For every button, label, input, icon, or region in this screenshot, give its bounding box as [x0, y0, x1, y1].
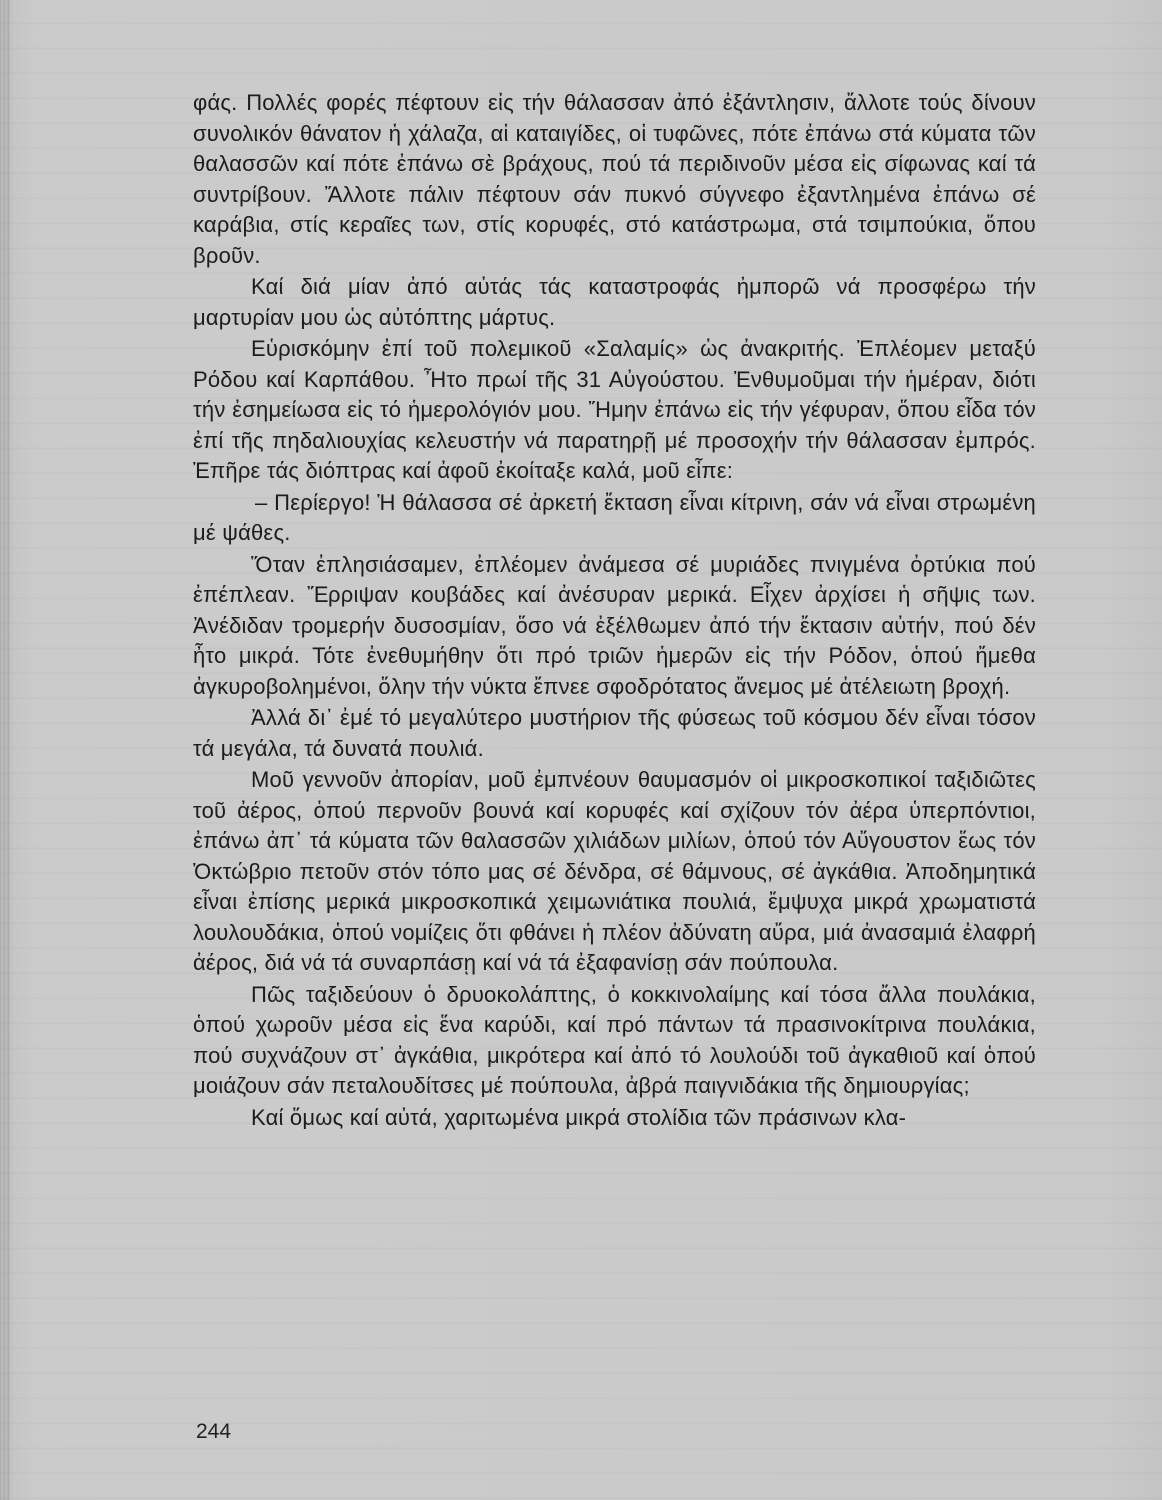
paragraph: Μοῦ γεννοῦν ἀπορίαν, μοῦ ἐμπνέουν θαυμασμόν οἱ μικροσκοπικοί ταξιδιῶτες τοῦ ἀέρος, ὁπού περνοῦν βουνά καί κορυφές καί σχίζουν τόν ἀέρα ὑπερπόντιοι, ἐπάνω ἀπ᾽ τά κύματα τῶν θαλασσῶν χιλιάδων μιλίων, ὁπού τόν Αὔγουστον ἕως τόν Ὀκτώβριο πετοῦν στόν τόπο μας σέ δένδρα, σέ θάμνους, σέ ἀγκάθια. Ἀποδημητικά εἶναι ἐπίσης μερικά μικροσκοπικά χειμωνιάτικα πουλιά, ἔμψυχα μικρά χρωματιστά λουλουδάκια, ὁπού νομίζεις ὅτι φθάνει ἡ πλέον ἀδύνατη αὔρα, μιά ἀνασαμιά ἐλαφρή ἀέρος, διά νά τά συναρπάσῃ καί νά τά ἐξαφανίσῃ σάν πούπουλα. [193, 767, 1036, 975]
paragraph: Καί διά μίαν ἀπό αὐτάς τάς καταστροφάς ἠμπορῶ νά προσφέρω τήν μαρτυρίαν μου ὡς αὐτόπτης μάρτυς. [193, 274, 1036, 330]
paragraph: Ὅταν ἐπλησιάσαμεν, ἐπλέομεν ἀνάμεσα σέ μυριάδες πνιγμένα ὀρτύκια πού ἐπέπλεαν. Ἔρριψαν κουβάδες καί ἀνέσυραν μερικά. Εἶχεν ἀρχίσει ἡ σῆψις των. Ἀνέδιδαν τρομερήν δυσοσμίαν, ὅσο νά ἐξέλθωμεν ἀπό τήν ἔκτασιν αὐτήν, πού δέν ἦτο μικρά. Τότε ἐνεθυμήθην ὅτι πρό τριῶν ἡμερῶν εἰς τήν Ρόδον, ὁπού ἤμεθα ἀγκυροβολημένοι, ὅλην τήν νύκτα ἔπνεε σφοδρότατος ἄνεμος μέ ἀτέλειωτη βροχή. [193, 551, 1036, 699]
paragraph-continuation: φάς. Πολλές φορές πέφτουν εἰς τήν θάλασσαν ἀπό ἐξάντλησιν, ἄλλοτε τούς δίνουν συνολικόν θάνατον ἡ χάλαζα, αἱ καταιγίδες, οἱ τυφῶνες, πότε ἐπάνω στά κύματα τῶν θαλασσῶν καί πότε ἐπάνω σὲ βράχους, πού τά περιδινοῦν μέσα εἰς σίφωνας καί τά συντρίβουν. Ἄλλοτε πάλιν πέφτουν σάν πυκνό σύγνεφο ἐξαντλημένα ἐπάνω σέ καράβια, στίς κεραῖες των, στίς κορυφές, στό κατάστρωμα, στά τσιμπούκια, ὅπου βροῦν. [193, 90, 1036, 268]
page-number: 244 [196, 1420, 232, 1443]
paragraph-last: Καί ὅμως καί αὐτά, χαριτωμένα μικρά στολίδια τῶν πράσινων κλα- [251, 1104, 907, 1130]
paragraph: Εὑρισκόμην ἐπί τοῦ πολεμικοῦ «Σαλαμίς» ὡς ἀνακριτής. Ἐπλέομεν μεταξύ Ρόδου καί Καρπάθου. Ἦτο πρωί τῆς 31 Αὐγούστου. Ἐνθυμοῦμαι τήν ἡμέραν, διότι τήν ἐσημείωσα εἰς τό ἡμερολόγιόν μου. Ἤμην ἐπάνω εἰς τήν γέφυραν, ὅπου εἶδα τόν ἐπί τῆς πηδαλιουχίας κελευστήν νά παρατηρῇ μέ προσοχήν τήν θάλασσαν ἐμπρός. Ἐπῆρε τάς διόπτρας καί ἀφοῦ ἐκοίταξε καλά, μοῦ εἶπε: [193, 336, 1036, 483]
body-text [193, 88, 1036, 1134]
dialogue-paragraph: – Περίεργο! Ἡ θάλασσα σέ ἀρκετή ἔκταση εἶναι κίτρινη, σάν νά εἶναι στρωμένη μέ ψάθες. [193, 489, 1036, 545]
paragraph: Πῶς ταξιδεύουν ὁ δρυοκολάπτης, ὁ κοκκινολαίμης καί τόσα ἄλλα πουλάκια, ὁπού χωροῦν μέσα εἰς ἕνα καρύδι, καί πρό πάντων τά πρασινοκίτρινα πουλάκια, πού συχνάζουν στ᾽ ἀγκάθια, μικρότερα καί ἀπό τό λουλούδι τοῦ ἀγκαθιοῦ καί ὁπού μοιάζουν σάν πεταλουδίτσες μέ πούπουλα, ἀβρά παιγνιδάκια τῆς δημιουργίας; [193, 981, 1036, 1098]
paragraph: Ἀλλά δι᾽ ἐμέ τό μεγαλύτερο μυστήριον τῆς φύσεως τοῦ κόσμου δέν εἶναι τόσον τά μεγάλα, τά δυνατά πουλιά. [193, 705, 1036, 761]
